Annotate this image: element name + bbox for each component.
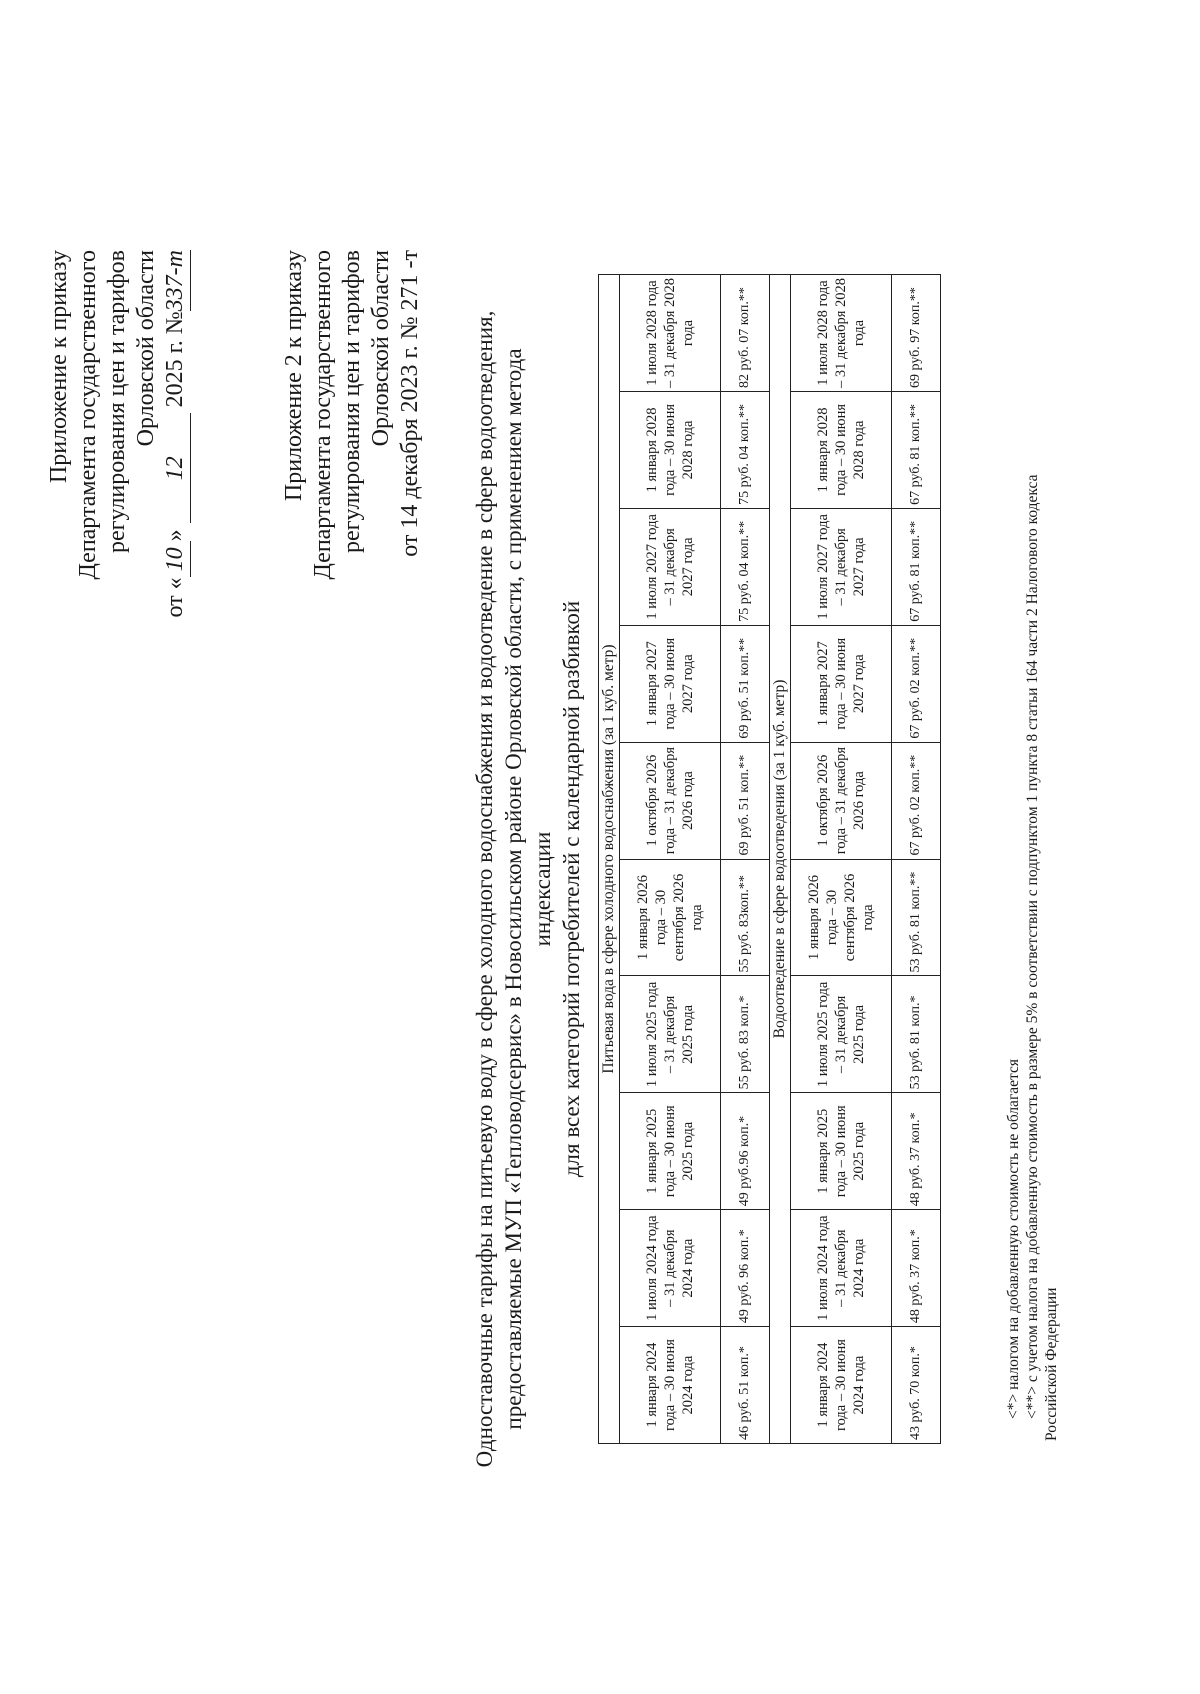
tariff-value-cell: 69 руб. 51 коп.** [721,742,770,859]
title-line: Одноставочные тарифы на питьевую воду в сфере холодного водоснабжения и водоотведение в сфере водоотведения, [472,310,497,1468]
tariff-value-cell: 82 руб. 07 коп.** [721,275,770,392]
tariff-value-cell: 48 руб. 37 коп.* [892,1210,941,1327]
tariff-value-cell: 48 руб. 37 коп.* [892,1093,941,1210]
section-heading: Питьевая вода в сфере холодного водоснабжения (за 1 куб. метр) [599,275,620,1444]
approval-date-line [161,250,191,618]
period-cell: 1 октября 2026 года – 31 декабря 2026 года [620,742,721,859]
title-line: для всех категорий потребителей с календарной разбивкой [559,600,584,1178]
period-row [791,275,892,1444]
tariff-value-cell: 55 руб. 83 коп.* [721,976,770,1093]
date-day: 10 [161,541,191,577]
period-cell: 1 января 2024 года – 30 июня 2024 года [620,1327,721,1444]
date-month: 12 [161,413,191,523]
period-cell: 1 января 2028 года – 30 июня 2028 года [620,391,721,508]
tariff-value-cell: 69 руб. 51 коп.** [721,625,770,742]
period-cell: 1 января 2027 года – 30 июня 2027 года [620,625,721,742]
approval-line: от 14 декабря 2023 г. № 271 -т [397,250,423,557]
period-cell: 1 января 2024 года – 30 июня 2024 года [791,1327,892,1444]
approval-stamp-current [45,250,191,618]
tariff-value-cell: 49 руб.96 коп.* [721,1093,770,1210]
footnotes [1004,261,1061,1441]
period-cell: 1 июля 2027 года – 31 декабря 2027 года [791,508,892,625]
tariff-value-row [892,275,941,1444]
period-cell: 1 июля 2025 года – 31 декабря 2025 года [620,976,721,1093]
period-cell: 1 октября 2026 года – 31 декабря 2026 года [791,742,892,859]
footnote-vat-included: <**> с учетом налога на добавленную стоимость в размере 5% в соответствии с подпунктом 1 пункта 8 статьи 164 части 2 Налогового кодекса [1024,474,1041,1419]
tariff-value-cell: 53 руб. 81 коп.** [892,859,941,976]
date-year-prefix: 2025 г. № [162,311,188,408]
date-prefix: от « [162,577,188,618]
period-cell: 1 января 2025 года – 30 июня 2025 года [620,1093,721,1210]
approval-line: Орловской области [133,250,159,447]
period-cell: 1 января 2027 года – 30 июня 2027 года [791,625,892,742]
section-heading-row [770,275,791,1444]
tariff-value-cell: 49 руб. 96 коп.* [721,1210,770,1327]
section-heading: Водоотведение в сфере водоотведения (за 1 куб. метр) [770,275,791,1444]
period-cell: 1 января 2025 года – 30 июня 2025 года [791,1093,892,1210]
period-cell: 1 января 2028 года – 30 июня 2028 года [791,391,892,508]
tariff-value-cell: 43 руб. 70 коп.* [892,1327,941,1444]
period-cell: 1 января 2026 года – 30 сентября 2026 года [791,859,892,976]
tariff-value-cell: 67 руб. 81 коп.** [892,391,941,508]
period-cell: 1 июля 2028 года – 31 декабря 2028 года [620,275,721,392]
period-cell: 1 января 2026 года – 30 сентября 2026 года [620,859,721,976]
date-separator: » [162,529,188,542]
approval-line: Департамента государственного [310,250,336,580]
document-title [470,294,586,1484]
approval-line: Приложение к приказу [46,250,72,484]
footnote-vat-exempt: <*> налогом на добавленную стоимость не облагается [1005,1058,1022,1419]
tariff-value-cell: 55 руб. 83коп.** [721,859,770,976]
period-cell: 1 июля 2028 года – 31 декабря 2028 года [791,275,892,392]
tariff-table [598,274,941,1444]
title-line: предоставляемые МУП «Тепловодсервис» в Новосильском районе Орловской области, с применением метода индексации [501,348,555,1430]
approval-line: Департамента государственного [75,250,101,580]
tariff-value-cell: 46 руб. 51 коп.* [721,1327,770,1444]
tariff-value-cell: 67 руб. 02 коп.** [892,742,941,859]
tariff-value-cell: 53 руб. 81 коп.* [892,976,941,1093]
period-cell: 1 июля 2024 года – 31 декабря 2024 года [620,1210,721,1327]
period-row [620,275,721,1444]
tariff-value-cell: 75 руб. 04 коп.** [721,508,770,625]
section-heading-row [599,275,620,1444]
tariff-value-cell: 67 руб. 02 коп.** [892,625,941,742]
footnote-continuation: Российской Федерации [1043,1287,1060,1441]
approval-stamp-original [280,250,425,580]
approval-line: Орловской области [368,250,394,447]
tariff-value-cell: 75 руб. 04 коп.** [721,391,770,508]
period-cell: 1 июля 2024 года – 31 декабря 2024 года [791,1210,892,1327]
period-cell: 1 июля 2025 года – 31 декабря 2025 года [791,976,892,1093]
tariff-value-row [721,275,770,1444]
approval-line: регулирования цен и тарифов [339,250,365,553]
tariff-value-cell: 69 руб. 97 коп.** [892,275,941,392]
order-number: 337-т [161,250,191,311]
approval-line: регулирования цен и тарифов [104,250,130,553]
period-cell: 1 июля 2027 года – 31 декабря 2027 года [620,508,721,625]
tariff-value-cell: 67 руб. 81 коп.** [892,508,941,625]
approval-line: Приложение 2 к приказу [281,250,307,502]
